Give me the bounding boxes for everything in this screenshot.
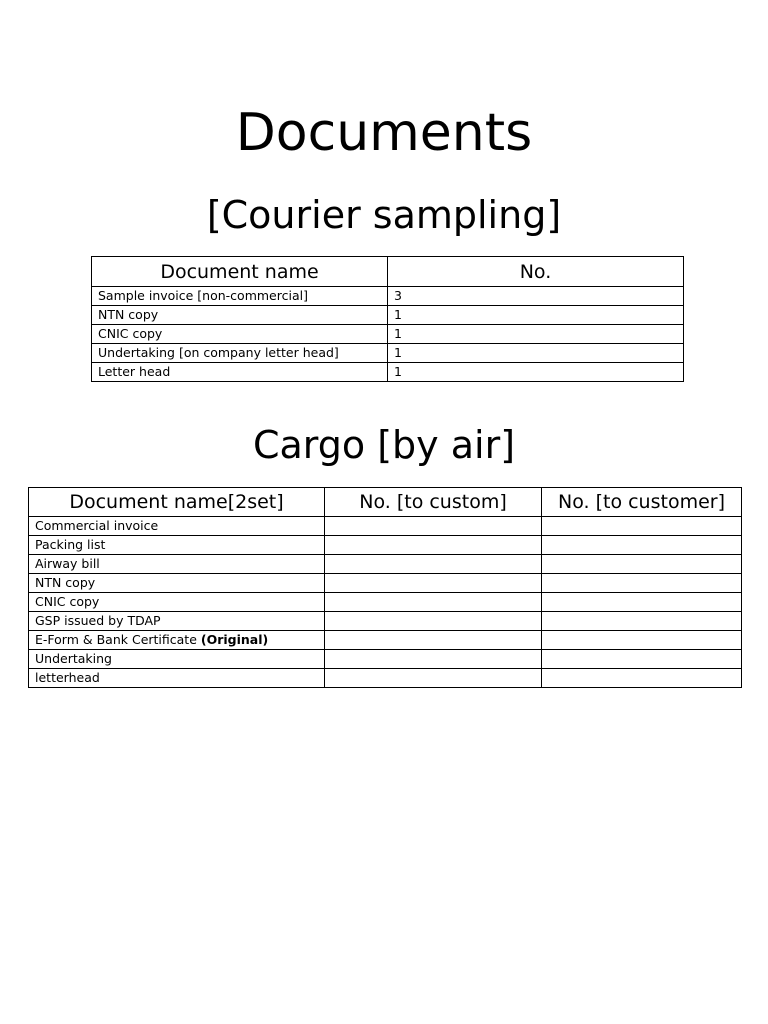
to-customer-cell xyxy=(542,555,742,574)
quantity-cell: 1 xyxy=(388,363,684,382)
cargo-by-air-table xyxy=(28,487,742,688)
column-header-to-customer: No. [to customer] xyxy=(542,488,742,517)
document-name-cell: CNIC copy xyxy=(29,593,325,612)
to-customer-cell xyxy=(542,650,742,669)
column-header-document-name: Document name[2set] xyxy=(29,488,325,517)
to-custom-cell xyxy=(325,555,542,574)
to-customer-cell xyxy=(542,593,742,612)
table-row xyxy=(29,650,742,669)
page-title: Documents xyxy=(235,103,533,163)
cargo-by-air-heading: Cargo [by air] xyxy=(252,423,516,467)
column-header-document-name: Document name xyxy=(92,257,388,287)
document-name-cell: NTN copy xyxy=(29,574,325,593)
to-custom-cell xyxy=(325,536,542,555)
column-header-to-custom: No. [to custom] xyxy=(325,488,542,517)
column-header-no: No. xyxy=(388,257,684,287)
table-row xyxy=(29,631,742,650)
document-name-cell: Undertaking xyxy=(29,650,325,669)
to-custom-cell xyxy=(325,669,542,688)
table-row xyxy=(29,612,742,631)
table-header-row xyxy=(29,488,742,517)
table-row xyxy=(29,669,742,688)
to-custom-cell xyxy=(325,631,542,650)
to-customer-cell xyxy=(542,536,742,555)
document-name-cell: Commercial invoice xyxy=(29,517,325,536)
table-row xyxy=(92,306,684,325)
document-name-text: E-Form & Bank Certificate xyxy=(35,632,201,647)
to-custom-cell xyxy=(325,650,542,669)
quantity-cell: 1 xyxy=(388,306,684,325)
document-name-cell: Letter head xyxy=(92,363,388,382)
quantity-cell: 1 xyxy=(388,325,684,344)
document-name-cell: Airway bill xyxy=(29,555,325,574)
document-name-cell xyxy=(29,631,325,650)
courier-sampling-heading: [Courier sampling] xyxy=(206,193,562,237)
document-name-cell: Sample invoice [non-commercial] xyxy=(92,287,388,306)
to-custom-cell xyxy=(325,517,542,536)
table-row xyxy=(29,574,742,593)
document-name-cell: letterhead xyxy=(29,669,325,688)
to-customer-cell xyxy=(542,631,742,650)
to-customer-cell xyxy=(542,517,742,536)
quantity-cell: 3 xyxy=(388,287,684,306)
to-customer-cell xyxy=(542,669,742,688)
table-row xyxy=(29,555,742,574)
document-name-cell: Undertaking [on company letter head] xyxy=(92,344,388,363)
document-name-cell: Packing list xyxy=(29,536,325,555)
document-name-cell: GSP issued by TDAP xyxy=(29,612,325,631)
table-row xyxy=(92,344,684,363)
table-row xyxy=(92,325,684,344)
document-name-cell: CNIC copy xyxy=(92,325,388,344)
courier-sampling-table xyxy=(91,256,684,382)
original-note: (Original) xyxy=(200,632,269,647)
to-customer-cell xyxy=(542,612,742,631)
table-row xyxy=(92,363,684,382)
to-custom-cell xyxy=(325,593,542,612)
quantity-cell: 1 xyxy=(388,344,684,363)
table-row xyxy=(29,593,742,612)
to-custom-cell xyxy=(325,574,542,593)
to-customer-cell xyxy=(542,574,742,593)
table-row xyxy=(92,287,684,306)
document-name-cell: NTN copy xyxy=(92,306,388,325)
to-custom-cell xyxy=(325,612,542,631)
table-header-row xyxy=(92,257,684,287)
table-row xyxy=(29,517,742,536)
table-row xyxy=(29,536,742,555)
